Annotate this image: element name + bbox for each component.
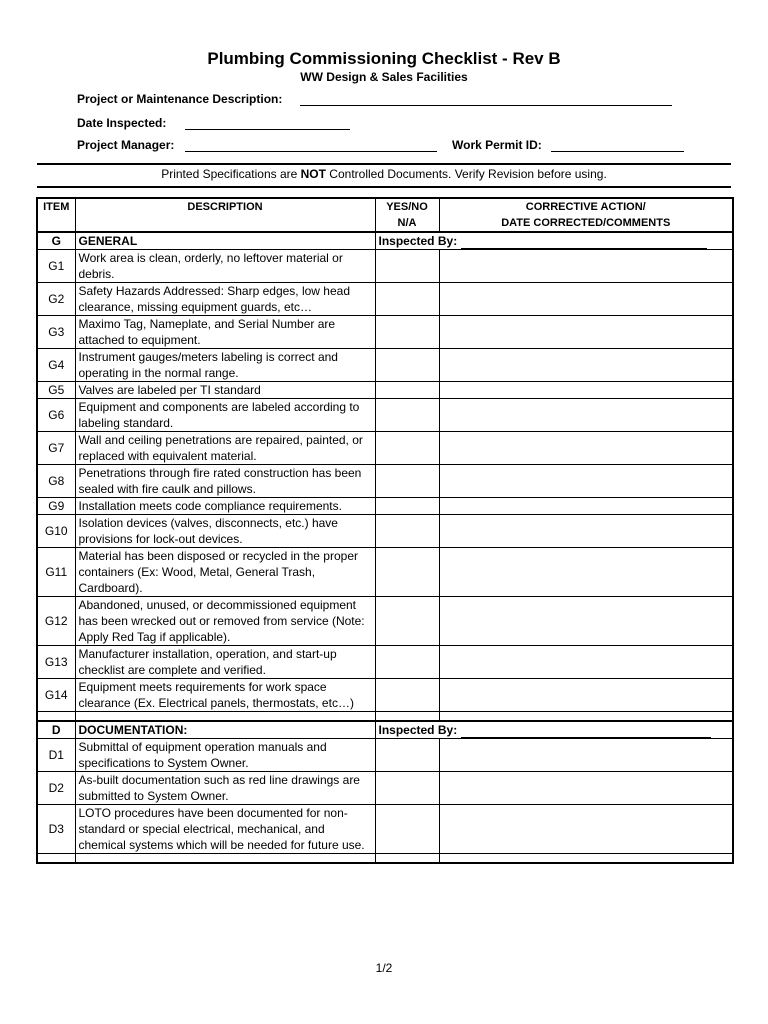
checklist-row: [37, 432, 733, 465]
yesno-cell[interactable]: [375, 283, 439, 316]
checklist-row: [37, 772, 733, 805]
divider-bottom: [37, 186, 731, 188]
item-code: G13: [37, 646, 75, 679]
item-code: G8: [37, 465, 75, 498]
notice-emphasis: NOT: [300, 167, 326, 181]
yesno-cell[interactable]: [375, 679, 439, 712]
date-inspected-label: Date Inspected:: [77, 116, 167, 130]
item-code: G3: [37, 316, 75, 349]
date-inspected-field[interactable]: [185, 129, 350, 130]
corrective-action-cell[interactable]: [439, 399, 733, 432]
corrective-action-cell[interactable]: [439, 679, 733, 712]
corrective-action-header: CORRECTIVE ACTION/ DATE CORRECTED/COMMENTS: [439, 198, 733, 232]
corrective-action-cell[interactable]: [439, 250, 733, 283]
item-code: D2: [37, 772, 75, 805]
yesno-cell[interactable]: [375, 432, 439, 465]
yesno-cell[interactable]: [375, 382, 439, 399]
checklist-row: [37, 646, 733, 679]
checklist-row: [37, 349, 733, 382]
section-label: DOCUMENTATION:: [75, 721, 375, 739]
corrective-action-cell[interactable]: [439, 465, 733, 498]
item-code: D3: [37, 805, 75, 854]
corrective-action-cell[interactable]: [439, 597, 733, 646]
item-code: G11: [37, 548, 75, 597]
checklist-row: [37, 283, 733, 316]
item-code: G2: [37, 283, 75, 316]
yesno-cell[interactable]: [375, 399, 439, 432]
yesno-cell[interactable]: [375, 805, 439, 854]
work-permit-label: Work Permit ID:: [452, 138, 542, 152]
item-description: Valves are labeled per TI standard: [75, 382, 375, 399]
project-description-field[interactable]: [300, 105, 672, 106]
item-description: Manufacturer installation, operation, and start-up checklist are complete and verified.: [75, 646, 375, 679]
item-description: Submittal of equipment operation manuals and specifications to System Owner.: [75, 739, 375, 772]
item-code: D1: [37, 739, 75, 772]
item-code: G10: [37, 515, 75, 548]
checklist-row: [37, 316, 733, 349]
item-header: ITEM: [37, 198, 75, 232]
header-row: [37, 198, 733, 232]
yesno-cell[interactable]: [375, 772, 439, 805]
item-description: Safety Hazards Addressed: Sharp edges, low head clearance, missing equipment guards, etc…: [75, 283, 375, 316]
document-subtitle: WW Design & Sales Facilities: [300, 70, 468, 84]
controlled-docs-notice: Printed Specifications are NOT Controlled Documents. Verify Revision before using.: [161, 167, 607, 181]
section-label: GENERAL: [75, 232, 375, 250]
corrective-action-cell[interactable]: [439, 805, 733, 854]
project-manager-label: Project Manager:: [77, 138, 175, 152]
yesno-cell[interactable]: [375, 548, 439, 597]
yesno-cell[interactable]: [375, 349, 439, 382]
yesno-cell[interactable]: [375, 739, 439, 772]
project-description-label: Project or Maintenance Description:: [77, 92, 283, 106]
checklist-row: [37, 399, 733, 432]
yesno-cell[interactable]: [375, 597, 439, 646]
document-title: Plumbing Commissioning Checklist - Rev B: [207, 49, 561, 68]
section-code: D: [37, 721, 75, 739]
section-code: G: [37, 232, 75, 250]
item-description: Penetrations through fire rated construction has been sealed with fire caulk and pillows.: [75, 465, 375, 498]
item-description: LOTO procedures have been documented for non-standard or special electrical, mechanical, and chemical systems which will be needed for future use.: [75, 805, 375, 854]
item-description: Material has been disposed or recycled in the proper containers (Ex: Wood, Metal, General Trash, Cardboard).: [75, 548, 375, 597]
item-description: Wall and ceiling penetrations are repaired, painted, or replaced with equivalent material.: [75, 432, 375, 465]
corrective-action-cell[interactable]: [439, 772, 733, 805]
item-code: G5: [37, 382, 75, 399]
checklist-row: [37, 548, 733, 597]
item-code: G9: [37, 498, 75, 515]
item-code: G12: [37, 597, 75, 646]
item-description: Maximo Tag, Nameplate, and Serial Number are attached to equipment.: [75, 316, 375, 349]
corrective-action-cell[interactable]: [439, 349, 733, 382]
checklist-row: [37, 465, 733, 498]
item-description: Work area is clean, orderly, no leftover material or debris.: [75, 250, 375, 283]
checklist-row: [37, 498, 733, 515]
yesno-cell[interactable]: [375, 250, 439, 283]
corrective-action-cell[interactable]: [439, 432, 733, 465]
checklist-row: [37, 805, 733, 854]
project-manager-field[interactable]: [185, 151, 437, 152]
checklist-row: [37, 250, 733, 283]
item-description: Abandoned, unused, or decommissioned equipment has been wrecked out or removed from service (Note: Apply Red Tag if applicable).: [75, 597, 375, 646]
item-description: Equipment meets requirements for work space clearance (Ex. Electrical panels, thermostats, etc…): [75, 679, 375, 712]
item-description: As-built documentation such as red line drawings are submitted to System Owner.: [75, 772, 375, 805]
corrective-action-cell[interactable]: [439, 283, 733, 316]
checklist-table: [36, 197, 734, 864]
divider-top: [37, 163, 731, 165]
corrective-action-cell[interactable]: [439, 739, 733, 772]
item-description: Installation meets code compliance requirements.: [75, 498, 375, 515]
yesno-cell[interactable]: [375, 316, 439, 349]
yesno-cell[interactable]: [375, 498, 439, 515]
spacer-row: [37, 712, 733, 722]
general-section-row: [37, 232, 733, 250]
page-number: 1/2: [375, 961, 393, 975]
description-header: DESCRIPTION: [75, 198, 375, 232]
corrective-action-cell[interactable]: [439, 515, 733, 548]
work-permit-field[interactable]: [551, 151, 684, 152]
inspected-by-field[interactable]: Inspected By:: [375, 232, 733, 250]
item-description: Equipment and components are labeled according to labeling standard.: [75, 399, 375, 432]
checklist-row: [37, 597, 733, 646]
item-code: G6: [37, 399, 75, 432]
spacer-row: [37, 854, 733, 864]
yesno-cell[interactable]: [375, 465, 439, 498]
checklist-row: [37, 382, 733, 399]
yesno-cell[interactable]: [375, 515, 439, 548]
item-code: G4: [37, 349, 75, 382]
item-code: G1: [37, 250, 75, 283]
corrective-action-cell[interactable]: [439, 646, 733, 679]
checklist-row: [37, 515, 733, 548]
corrective-action-cell[interactable]: [439, 382, 733, 399]
item-code: G14: [37, 679, 75, 712]
inspected-by-field[interactable]: Inspected By:: [375, 721, 733, 739]
item-description: Instrument gauges/meters labeling is correct and operating in the normal range.: [75, 349, 375, 382]
yesno-header: YES/NO N/A: [375, 198, 439, 232]
yesno-cell[interactable]: [375, 646, 439, 679]
item-code: G7: [37, 432, 75, 465]
corrective-action-cell[interactable]: [439, 498, 733, 515]
corrective-action-cell[interactable]: [439, 316, 733, 349]
item-description: Isolation devices (valves, disconnects, etc.) have provisions for lock-out devices.: [75, 515, 375, 548]
documentation-section-row: [37, 721, 733, 739]
checklist-row: [37, 739, 733, 772]
checklist-row: [37, 679, 733, 712]
corrective-action-cell[interactable]: [439, 548, 733, 597]
